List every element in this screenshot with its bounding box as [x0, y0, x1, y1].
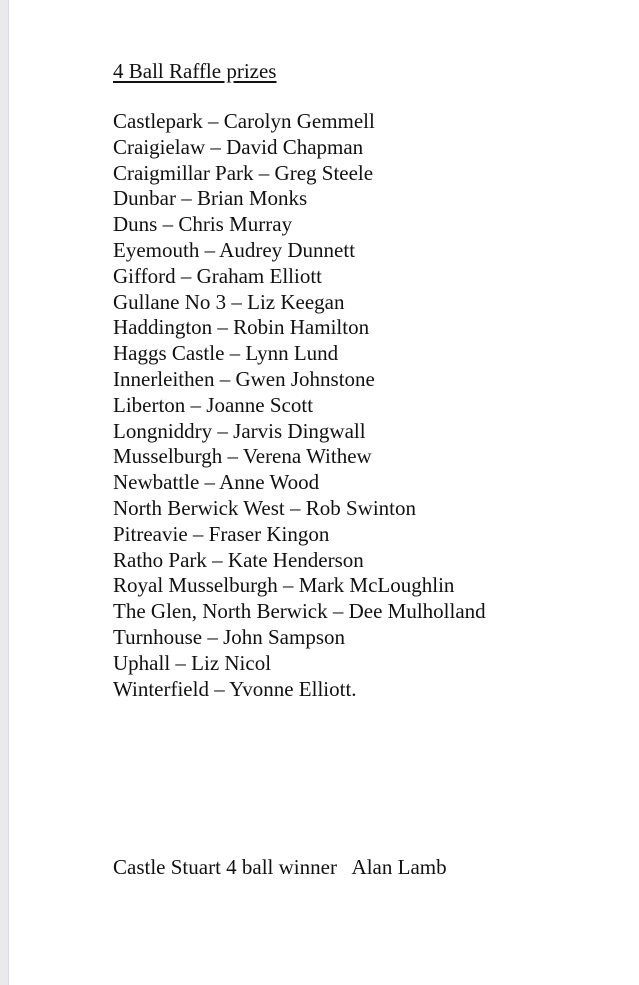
prize-entry: Longniddry – Jarvis Dingwall [113, 418, 366, 443]
prize-entry: Winterfield – Yvonne Elliott. [113, 676, 357, 701]
prize-entry: North Berwick West – Rob Swinton [113, 495, 416, 520]
prize-entry: Uphall – Liz Nicol [113, 650, 272, 675]
prize-entry: Craigielaw – David Chapman [113, 134, 364, 159]
prize-list [113, 109, 486, 702]
document-page [9, 0, 639, 985]
prize-entry: Haggs Castle – Lynn Lund [113, 341, 339, 366]
prize-entry: Gullane No 3 – Liz Keegan [113, 289, 345, 314]
prize-entry: Duns – Chris Murray [113, 212, 293, 237]
prize-entry: Craigmillar Park – Greg Steele [113, 160, 374, 185]
prize-entry: Eyemouth – Audrey Dunnett [113, 237, 356, 262]
prize-entry: Pitreavie – Fraser Kingon [113, 521, 330, 546]
prize-entry: Musselburgh – Verena Withew [113, 444, 372, 469]
viewer-left-edge [0, 0, 9, 985]
prize-entry: Newbattle – Anne Wood [113, 470, 320, 495]
prize-entry: The Glen, North Berwick – Dee Mulholland [113, 599, 486, 624]
prize-entry: Royal Musselburgh – Mark McLoughlin [113, 573, 455, 598]
winner-line: Castle Stuart 4 ball winner Alan Lamb [113, 855, 447, 879]
document-title: 4 Ball Raffle prizes [113, 59, 277, 83]
prize-entry: Castlepark – Carolyn Gemmell [113, 109, 375, 133]
prize-entry: Gifford – Graham Elliott [113, 263, 322, 288]
prize-entry: Turnhouse – John Sampson [113, 624, 346, 649]
prize-entry: Haddington – Robin Hamilton [113, 315, 370, 340]
prize-entry: Ratho Park – Kate Henderson [113, 547, 364, 572]
prize-entry: Liberton – Joanne Scott [113, 392, 314, 417]
prize-entry: Innerleithen – Gwen Johnstone [113, 366, 375, 391]
prize-entry: Dunbar – Brian Monks [113, 186, 308, 211]
